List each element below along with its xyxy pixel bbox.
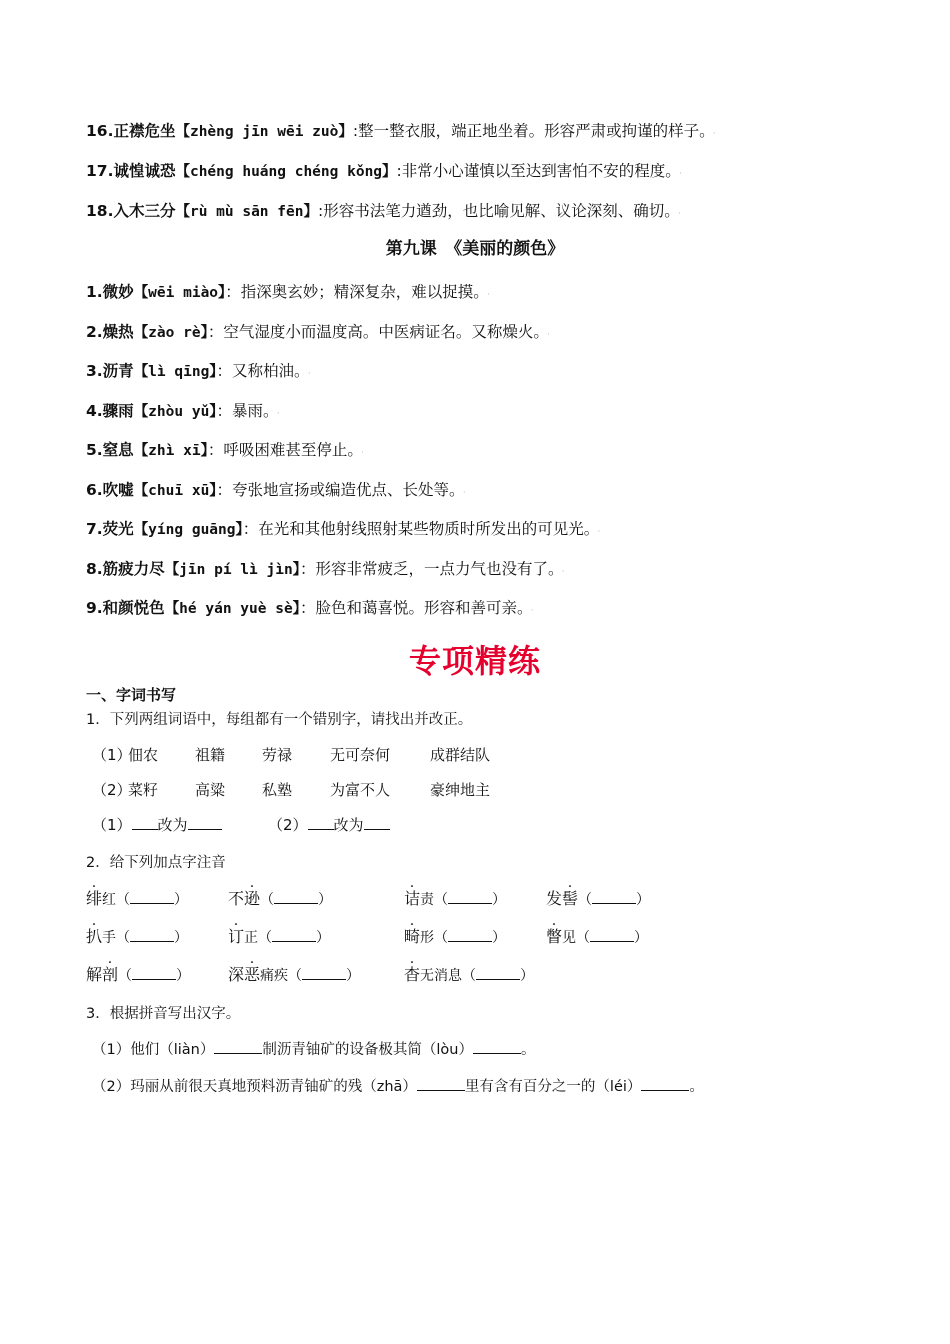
answer-blank[interactable]	[130, 941, 174, 942]
change-to-label: 改为	[333, 816, 364, 834]
pinyin-item: 解剖（ ）	[86, 965, 191, 984]
group-label: （2）	[92, 781, 132, 799]
vocab-definition: ：暴雨。	[216, 402, 271, 420]
answer-blank[interactable]	[448, 903, 492, 904]
vocab-term: 17.诚惶诚恐	[86, 162, 176, 180]
pinyin-item: 绯红（ ）	[86, 889, 189, 908]
pinyin-item: 发髻（ ）	[546, 889, 651, 908]
pinyin-item: 诘责（ ）	[404, 889, 507, 908]
answer-blank[interactable]	[473, 1053, 521, 1054]
vocab-entry: 9.和颜悦色【hé yán yuè sè】：脸色和蔼喜悦。形容和善可亲。 ·	[86, 599, 534, 617]
answer-blank[interactable]	[592, 903, 636, 904]
vocab-pinyin: 【zhèng jīn wēi zuò】	[175, 124, 353, 140]
answer-blank[interactable]	[448, 941, 492, 942]
answer-blank[interactable]	[364, 829, 390, 830]
answer-blank[interactable]	[641, 1090, 689, 1091]
answer-blank[interactable]	[274, 903, 318, 904]
answer-blank[interactable]	[132, 979, 176, 980]
answer-label: （1）	[92, 816, 132, 834]
vocab-term: 16.正襟危坐	[86, 122, 176, 140]
word: 劳禄	[262, 746, 293, 764]
vocab-term: 5.窒息	[86, 441, 134, 459]
vocab-entry: 7.荧光【yíng guāng】：在光和其他射线照射某些物质时所发出的可见光。 ·	[86, 520, 601, 538]
vocab-definition: ：指深奥玄妙；精深复杂，难以捉摸。	[225, 283, 482, 301]
vocab-term: 18.入木三分	[86, 202, 176, 220]
answer-blank[interactable]	[130, 903, 174, 904]
vocab-term: 6.吹嘘	[86, 481, 134, 499]
vocab-pinyin: 【zhì xī】	[133, 443, 208, 459]
question-3-sentence-2: （2）玛丽从前很天真地预料沥青铀矿的残（zhā） 里有含有百分之一的（léi） 。	[92, 1079, 704, 1095]
word: 为富不人	[330, 781, 391, 799]
vocab-pinyin: 【jīn pí lì jìn】	[164, 562, 300, 578]
answer-blank[interactable]	[476, 979, 520, 980]
vocab-pinyin: 【zhòu yǔ】	[133, 404, 217, 420]
vocab-entry: 6.吹嘘【chuī xū】：夸张地宣扬或编造优点、长处等。 ·	[86, 481, 466, 499]
vocab-entry: 4.骤雨【zhòu yǔ】：暴雨。 ·	[86, 402, 280, 420]
answer-blank[interactable]	[308, 829, 334, 830]
question-2-prompt: 2．给下列加点字注音	[86, 855, 226, 871]
word: 佃农	[128, 746, 159, 764]
vocab-term: 7.荧光	[86, 520, 134, 538]
answer-blank[interactable]	[590, 941, 634, 942]
vocab-pinyin: 【chéng huáng chéng kǒng】	[175, 164, 397, 180]
pinyin-item: 不逊（ ）	[228, 889, 333, 908]
vocab-definition: :整一整衣服，端正地坐着。形容严肃或拘谨的样子。	[352, 122, 707, 140]
question-3-sentence-1: （1）他们（liàn） 制沥青铀矿的设备极其简（lòu） 。	[92, 1042, 536, 1058]
vocab-entry: 17.诚惶诚恐【chéng huáng chéng kǒng】:非常小心谨慎以至达到害怕不安的程度。 ·	[86, 162, 682, 180]
vocab-definition: ：在光和其他射线照射某些物质时所发出的可见光。	[242, 520, 592, 538]
answer-blank[interactable]	[272, 941, 316, 942]
vocab-entry: 5.窒息【zhì xī】：呼吸困难甚至停止。 ·	[86, 441, 364, 459]
word: 无可奈何	[330, 746, 391, 764]
vocab-entry: 2.燥热【zào rè】：空气湿度小而温度高。中医病证名。又称燥火。 ·	[86, 323, 550, 341]
change-to-label: 改为	[157, 816, 188, 834]
practice-section-title: 专项精练	[408, 642, 541, 680]
word: 祖籍	[195, 746, 226, 764]
answer-blank[interactable]	[214, 1053, 262, 1054]
vocab-term: 8.筋疲力尽	[86, 560, 165, 578]
answer-blank[interactable]	[188, 829, 222, 830]
vocab-entry: 8.筋疲力尽【jīn pí lì jìn】：形容非常疲乏，一点力气也没有了。 ·	[86, 560, 565, 578]
answer-blank[interactable]	[132, 829, 158, 830]
vocab-term: 9.和颜悦色	[86, 599, 165, 617]
lesson-title: 第九课 《美丽的颜色》	[385, 239, 565, 259]
answer-blank[interactable]	[417, 1090, 465, 1091]
word: 成群结队	[430, 746, 491, 764]
answer-blank[interactable]	[302, 979, 346, 980]
vocab-term: 1.微妙	[86, 283, 134, 301]
vocab-definition: :非常小心谨慎以至达到害怕不安的程度。	[396, 162, 674, 180]
vocab-definition: ：夸张地宣扬或编造优点、长处等。	[216, 481, 457, 499]
group-label: （1）	[92, 746, 132, 764]
vocab-pinyin: 【lì qīng】	[133, 364, 217, 380]
vocab-term: 3.沥青	[86, 362, 134, 380]
vocab-pinyin: 【chuī xū】	[133, 483, 217, 499]
pinyin-item: 杳无消息（ ）	[404, 965, 535, 984]
vocab-term: 4.骤雨	[86, 402, 134, 420]
question-3-prompt: 3．根据拼音写出汉字。	[86, 1006, 241, 1022]
part-heading: 一、字词书写	[86, 686, 177, 704]
question-1-prompt: 1．下列两组词语中，每组都有一个错别字，请找出并改正。	[86, 712, 473, 728]
vocab-entry: 18.入木三分【rù mù sān fēn】:形容书法笔力遒劲，也比喻见解、议论深刻、确切。 ·	[86, 202, 681, 220]
vocab-definition: ：脸色和蔼喜悦。形容和善可亲。	[299, 599, 525, 617]
word: 菜籽	[128, 781, 159, 799]
vocab-definition: ：又称柏油。	[216, 362, 302, 380]
pinyin-item: 订正（ ）	[228, 927, 331, 946]
word: 高粱	[195, 781, 226, 799]
vocab-entry: 16.正襟危坐【zhèng jīn wēi zuò】:整一整衣服，端正地坐着。形容严肃或拘谨的样子。 ·	[86, 122, 716, 140]
vocab-entry: 3.沥青【lì qīng】：又称柏油。 ·	[86, 362, 311, 380]
vocab-entry: 1.微妙【wēi miào】：指深奥玄妙；精深复杂，难以捉摸。 ·	[86, 283, 490, 301]
vocab-pinyin: 【yíng guāng】	[133, 522, 243, 538]
vocab-definition: ：形容非常疲乏，一点力气也没有了。	[299, 560, 556, 578]
vocab-pinyin: 【zào rè】	[133, 325, 208, 341]
word: 豪绅地主	[430, 781, 491, 799]
word: 私塾	[262, 781, 293, 799]
vocab-definition: ：空气湿度小而温度高。中医病证名。又称燥火。	[207, 323, 542, 341]
pinyin-item: 瞥见（ ）	[546, 927, 649, 946]
vocab-pinyin: 【rù mù sān fēn】	[175, 204, 318, 220]
vocab-definition: ：呼吸困难甚至停止。	[207, 441, 356, 459]
pinyin-item: 深恶痛疾（ ）	[228, 965, 361, 984]
vocab-term: 2.燥热	[86, 323, 134, 341]
pinyin-item: 畸形（ ）	[404, 927, 507, 946]
answer-label: （2）	[268, 816, 308, 834]
vocab-pinyin: 【wēi miào】	[133, 285, 226, 301]
pinyin-item: 扒手（ ）	[86, 927, 189, 946]
vocab-definition: :形容书法笔力遒劲，也比喻见解、议论深刻、确切。	[317, 202, 672, 220]
vocab-pinyin: 【hé yán yuè sè】	[164, 601, 300, 617]
